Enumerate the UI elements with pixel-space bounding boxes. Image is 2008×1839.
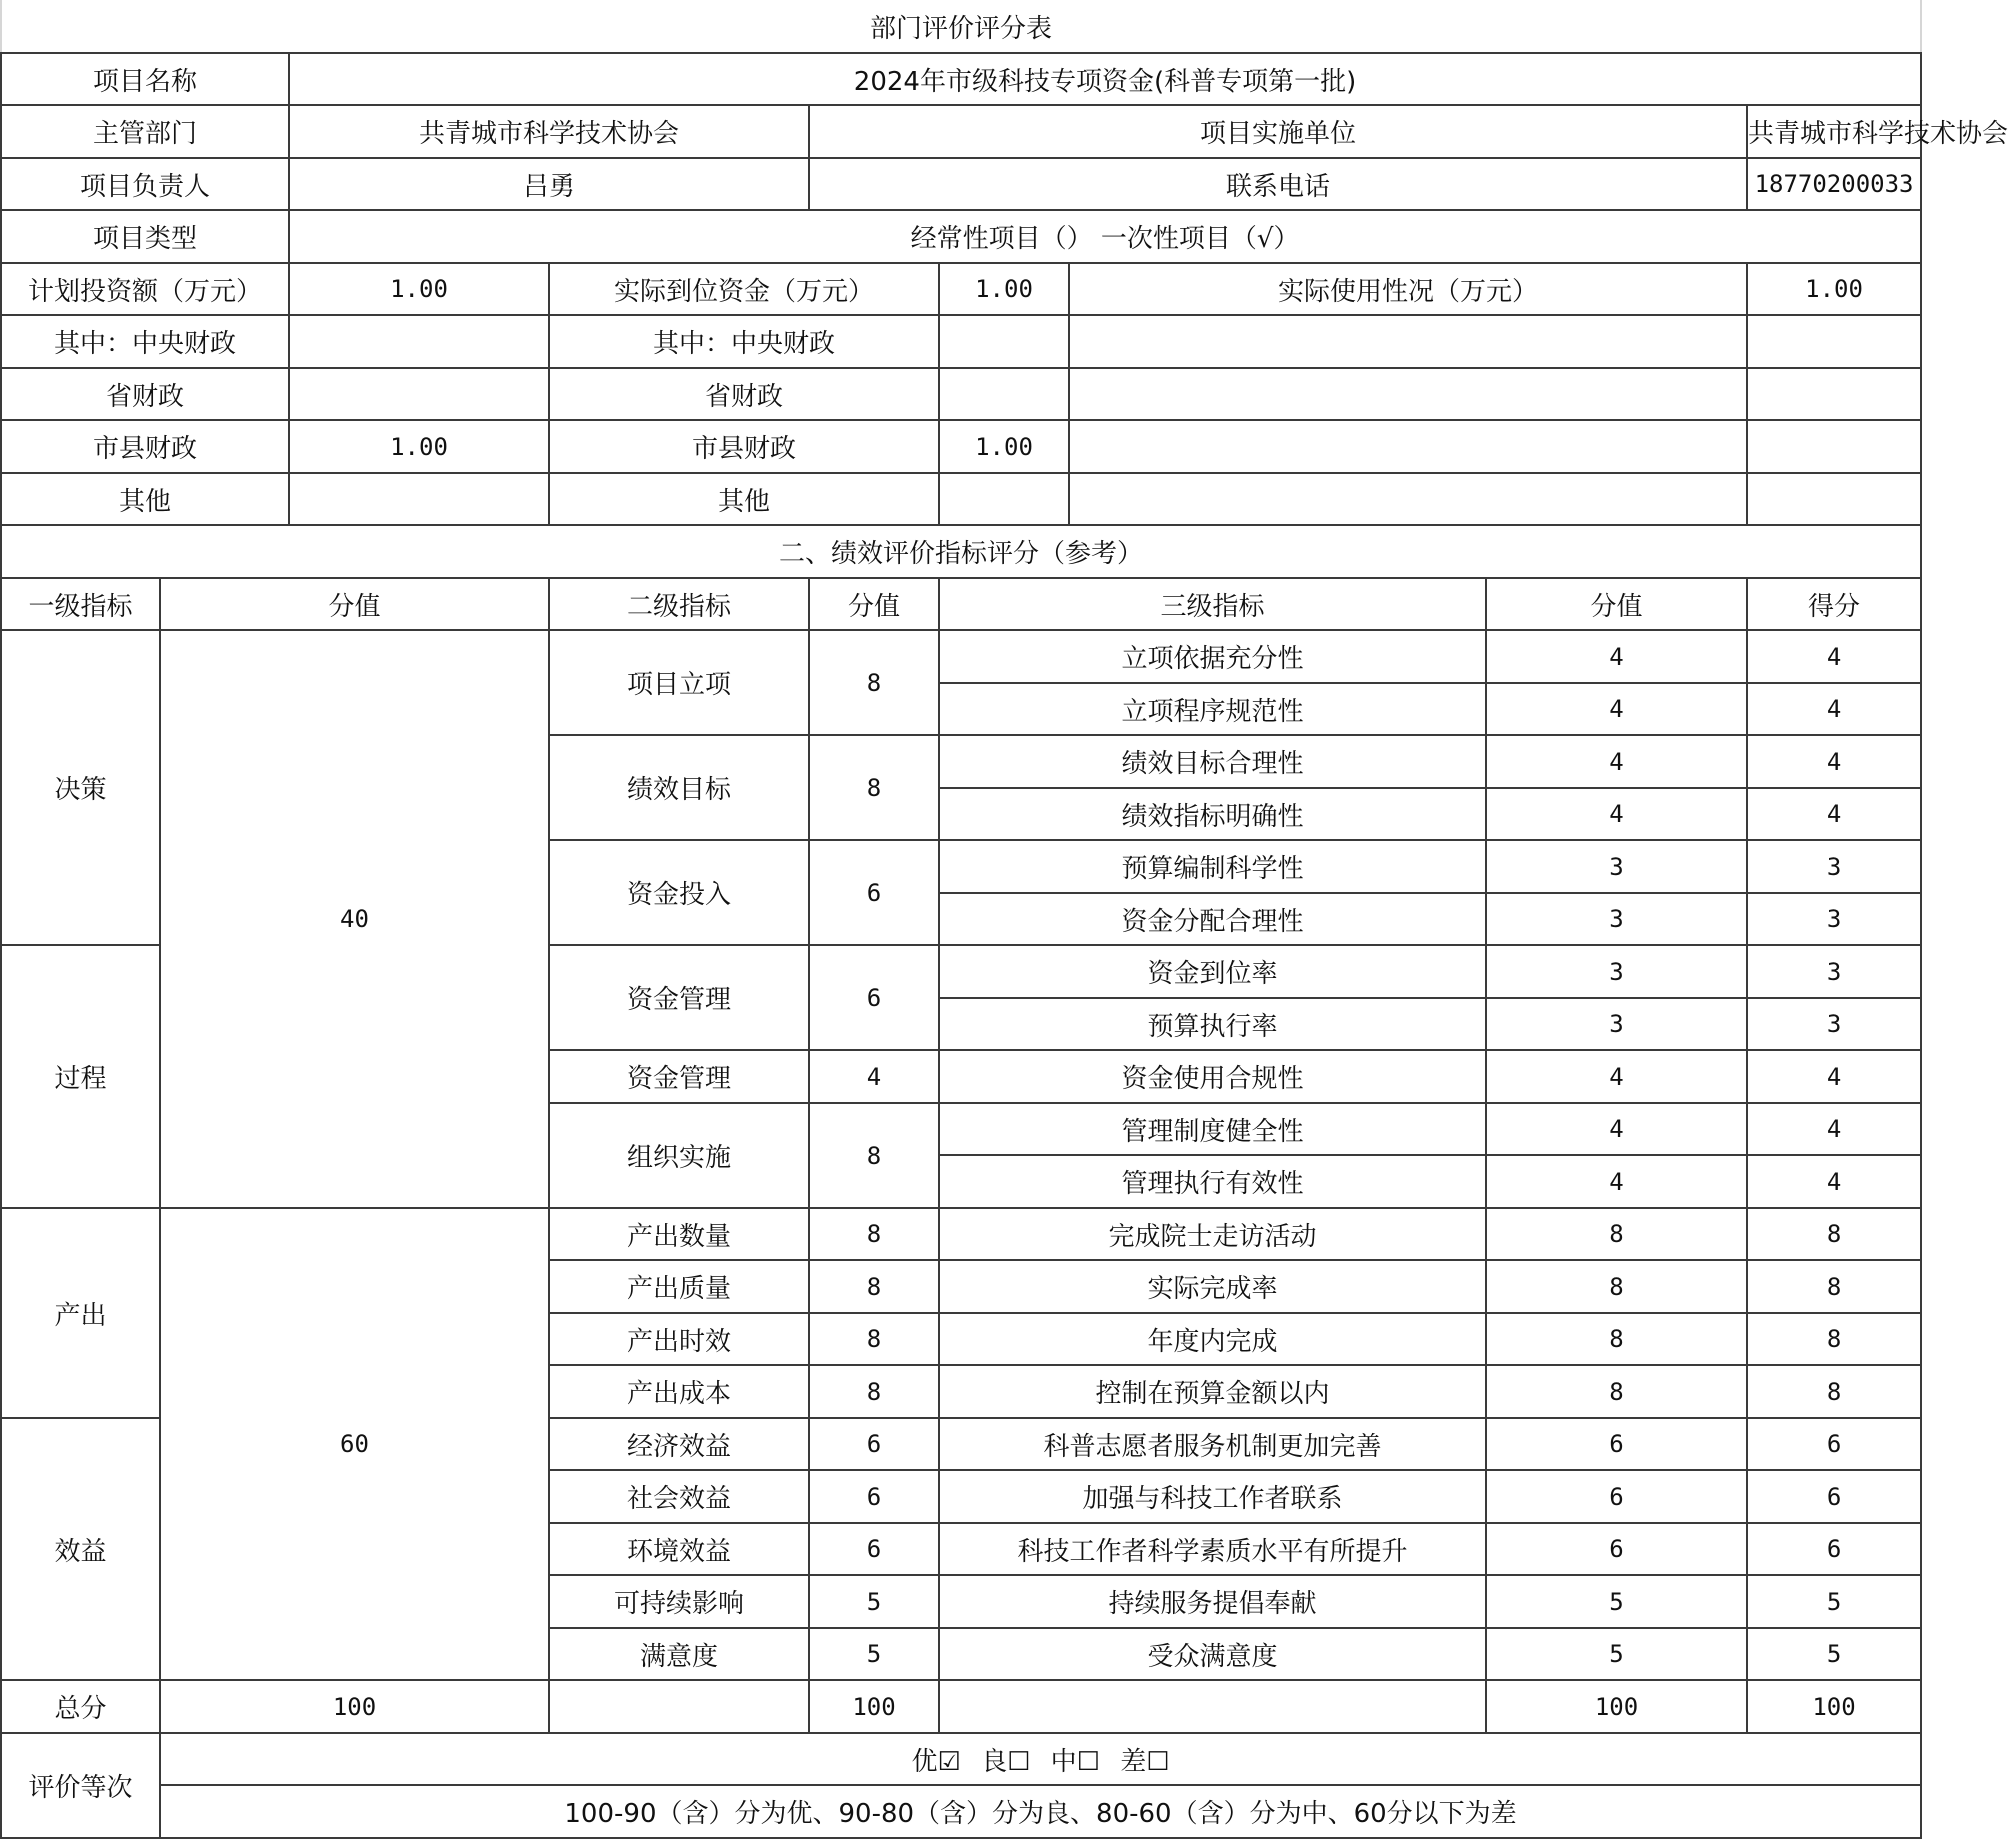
got-score: 8 — [1747, 1365, 1921, 1418]
actual-province-label: 省财政 — [549, 368, 939, 420]
phone-value: 18770200033 — [1747, 158, 1921, 210]
group-score: 60 — [160, 1208, 549, 1680]
got-score: 4 — [1747, 735, 1921, 788]
level2-score: 8 — [809, 630, 939, 735]
actual-funds-value: 1.00 — [939, 263, 1069, 315]
level3-score: 5 — [1486, 1628, 1747, 1680]
got-score: 4 — [1747, 788, 1921, 840]
header-level3: 三级指标 — [939, 578, 1486, 630]
level3-score: 6 — [1486, 1523, 1747, 1575]
level2-score: 6 — [809, 1523, 939, 1575]
blank-cell — [1069, 473, 1747, 525]
level2-cell: 环境效益 — [549, 1523, 809, 1575]
blank-cell — [1747, 368, 1921, 420]
level3-score: 3 — [1486, 840, 1747, 893]
level2-cell: 产出成本 — [549, 1365, 809, 1418]
level2-score: 5 — [809, 1575, 939, 1628]
level3-score: 8 — [1486, 1208, 1747, 1260]
plan-province-value — [289, 368, 549, 420]
header-level3-score: 分值 — [1486, 578, 1747, 630]
header-level1-score: 分值 — [160, 578, 549, 630]
dept-label: 主管部门 — [1, 105, 289, 158]
got-score: 4 — [1747, 683, 1921, 735]
page-title: 部门评价评分表 — [1, 0, 1921, 53]
actual-province-value — [939, 368, 1069, 420]
level3-score: 4 — [1486, 683, 1747, 735]
got-score: 4 — [1747, 1050, 1921, 1103]
project-type-label: 项目类型 — [1, 210, 289, 263]
level3-score: 4 — [1486, 1155, 1747, 1208]
got-score: 3 — [1747, 893, 1921, 945]
group-score: 40 — [160, 630, 549, 1208]
level2-score: 6 — [809, 1418, 939, 1470]
leader-value: 吕勇 — [289, 158, 809, 210]
actual-funds-label: 实际到位资金（万元） — [549, 263, 939, 315]
level2-cell: 满意度 — [549, 1628, 809, 1680]
blank-cell — [1069, 315, 1747, 368]
got-score: 4 — [1747, 1103, 1921, 1155]
got-score: 6 — [1747, 1418, 1921, 1470]
plan-city-label: 市县财政 — [1, 420, 289, 473]
plan-invest-value: 1.00 — [289, 263, 549, 315]
grade-note: 100-90（含）分为优、90-80（含）分为良、80-60（含）分为中、60分以下为差 — [160, 1785, 1921, 1838]
level2-cell: 社会效益 — [549, 1470, 809, 1523]
level2-score: 8 — [809, 1208, 939, 1260]
blank-cell — [1747, 473, 1921, 525]
level2-cell: 经济效益 — [549, 1418, 809, 1470]
level2-cell: 组织实施 — [549, 1103, 809, 1208]
total-got-score: 100 — [1747, 1680, 1921, 1733]
header-level1: 一级指标 — [1, 578, 160, 630]
got-score: 8 — [1747, 1313, 1921, 1365]
level1-cell: 过程 — [1, 945, 160, 1208]
level3-cell: 控制在预算金额以内 — [939, 1365, 1486, 1418]
level3-score: 4 — [1486, 1103, 1747, 1155]
actual-city-label: 市县财政 — [549, 420, 939, 473]
level3-cell: 绩效目标合理性 — [939, 735, 1486, 788]
plan-invest-label: 计划投资额（万元） — [1, 263, 289, 315]
level3-score: 8 — [1486, 1365, 1747, 1418]
actual-use-label: 实际使用性况（万元） — [1069, 263, 1747, 315]
level3-score: 3 — [1486, 893, 1747, 945]
got-score: 6 — [1747, 1523, 1921, 1575]
level3-score: 8 — [1486, 1313, 1747, 1365]
level2-score: 6 — [809, 840, 939, 945]
phone-label: 联系电话 — [809, 158, 1747, 210]
level3-cell: 资金到位率 — [939, 945, 1486, 998]
level3-cell: 科普志愿者服务机制更加完善 — [939, 1418, 1486, 1470]
total-level3-score: 100 — [1486, 1680, 1747, 1733]
grade-label: 评价等次 — [1, 1733, 160, 1838]
actual-use-value: 1.00 — [1747, 263, 1921, 315]
level3-score: 4 — [1486, 788, 1747, 840]
level2-score: 8 — [809, 1103, 939, 1208]
dept-value: 共青城市科学技术协会 — [289, 105, 809, 158]
actual-other-value — [939, 473, 1069, 525]
level3-cell: 预算编制科学性 — [939, 840, 1486, 893]
level2-cell: 产出质量 — [549, 1260, 809, 1313]
level2-cell: 项目立项 — [549, 630, 809, 735]
leader-label: 项目负责人 — [1, 158, 289, 210]
header-got: 得分 — [1747, 578, 1921, 630]
plan-central-label: 其中：中央财政 — [1, 315, 289, 368]
header-level2: 二级指标 — [549, 578, 809, 630]
level3-cell: 资金使用合规性 — [939, 1050, 1486, 1103]
level2-score: 4 — [809, 1050, 939, 1103]
section-title: 二、绩效评价指标评分（参考） — [1, 525, 1921, 578]
got-score: 8 — [1747, 1260, 1921, 1313]
got-score: 4 — [1747, 1155, 1921, 1208]
got-score: 3 — [1747, 945, 1921, 998]
level2-score: 8 — [809, 735, 939, 840]
level3-score: 3 — [1486, 945, 1747, 998]
level3-score: 5 — [1486, 1575, 1747, 1628]
level1-cell: 产出 — [1, 1208, 160, 1418]
project-name-label: 项目名称 — [1, 53, 289, 105]
blank-cell — [1069, 368, 1747, 420]
got-score: 3 — [1747, 840, 1921, 893]
level2-cell: 产出时效 — [549, 1313, 809, 1365]
level2-score: 8 — [809, 1313, 939, 1365]
level3-score: 6 — [1486, 1470, 1747, 1523]
level3-cell: 科技工作者科学素质水平有所提升 — [939, 1523, 1486, 1575]
header-level2-score: 分值 — [809, 578, 939, 630]
level1-cell: 效益 — [1, 1418, 160, 1680]
level3-cell: 管理制度健全性 — [939, 1103, 1486, 1155]
plan-other-label: 其他 — [1, 473, 289, 525]
actual-city-value: 1.00 — [939, 420, 1069, 473]
total-label: 总分 — [1, 1680, 160, 1733]
level3-cell: 立项依据充分性 — [939, 630, 1486, 683]
level1-cell: 决策 — [1, 630, 160, 945]
project-name: 2024年市级科技专项资金(科普专项第一批) — [289, 53, 1921, 105]
got-score: 3 — [1747, 998, 1921, 1050]
blank-cell — [1747, 420, 1921, 473]
actual-central-value — [939, 315, 1069, 368]
got-score: 5 — [1747, 1628, 1921, 1680]
level3-cell: 绩效指标明确性 — [939, 788, 1486, 840]
level3-cell: 年度内完成 — [939, 1313, 1486, 1365]
level3-cell: 立项程序规范性 — [939, 683, 1486, 735]
level3-score: 6 — [1486, 1418, 1747, 1470]
level3-score: 4 — [1486, 630, 1747, 683]
grade-medium-checkbox[interactable]: 中☐ — [1050, 1746, 1100, 1777]
level3-score: 4 — [1486, 735, 1747, 788]
level3-cell: 加强与科技工作者联系 — [939, 1470, 1486, 1523]
impl-unit-label: 项目实施单位 — [809, 105, 1747, 158]
level2-cell: 产出数量 — [549, 1208, 809, 1260]
blank-cell — [549, 1680, 809, 1733]
actual-central-label: 其中：中央财政 — [549, 315, 939, 368]
level3-cell: 持续服务提倡奉献 — [939, 1575, 1486, 1628]
level2-score: 8 — [809, 1365, 939, 1418]
blank-cell — [1747, 315, 1921, 368]
level2-cell: 资金管理 — [549, 1050, 809, 1103]
level3-cell: 管理执行有效性 — [939, 1155, 1486, 1208]
blank-cell — [939, 1680, 1486, 1733]
level2-score: 8 — [809, 1260, 939, 1313]
level2-score: 6 — [809, 1470, 939, 1523]
plan-province-label: 省财政 — [1, 368, 289, 420]
level3-cell: 预算执行率 — [939, 998, 1486, 1050]
grade-poor-checkbox[interactable]: 差☐ — [1120, 1746, 1170, 1777]
total-level1-score: 100 — [160, 1680, 549, 1733]
got-score: 4 — [1747, 630, 1921, 683]
level2-cell: 可持续影响 — [549, 1575, 809, 1628]
level3-score: 3 — [1486, 998, 1747, 1050]
grade-good-checkbox[interactable]: 良☐ — [981, 1746, 1031, 1777]
level2-cell: 绩效目标 — [549, 735, 809, 840]
actual-other-label: 其他 — [549, 473, 939, 525]
level3-cell: 资金分配合理性 — [939, 893, 1486, 945]
level3-cell: 实际完成率 — [939, 1260, 1486, 1313]
level2-score: 5 — [809, 1628, 939, 1680]
level2-cell: 资金管理 — [549, 945, 809, 1050]
plan-city-value: 1.00 — [289, 420, 549, 473]
level3-score: 4 — [1486, 1050, 1747, 1103]
got-score: 8 — [1747, 1208, 1921, 1260]
total-level2-score: 100 — [809, 1680, 939, 1733]
level2-cell: 资金投入 — [549, 840, 809, 945]
project-type-value: 经常性项目（） 一次性项目（√） — [289, 210, 1921, 263]
level2-score: 6 — [809, 945, 939, 1050]
plan-central-value — [289, 315, 549, 368]
level3-cell: 受众满意度 — [939, 1628, 1486, 1680]
grade-options — [160, 1733, 1921, 1785]
impl-unit-value: 共青城市科学技术协会 — [1747, 105, 1921, 158]
plan-other-value — [289, 473, 549, 525]
level3-cell: 完成院士走访活动 — [939, 1208, 1486, 1260]
blank-cell — [1069, 420, 1747, 473]
grade-excellent-checkbox[interactable]: 优☑ — [911, 1746, 961, 1777]
level3-score: 8 — [1486, 1260, 1747, 1313]
got-score: 6 — [1747, 1470, 1921, 1523]
got-score: 5 — [1747, 1575, 1921, 1628]
